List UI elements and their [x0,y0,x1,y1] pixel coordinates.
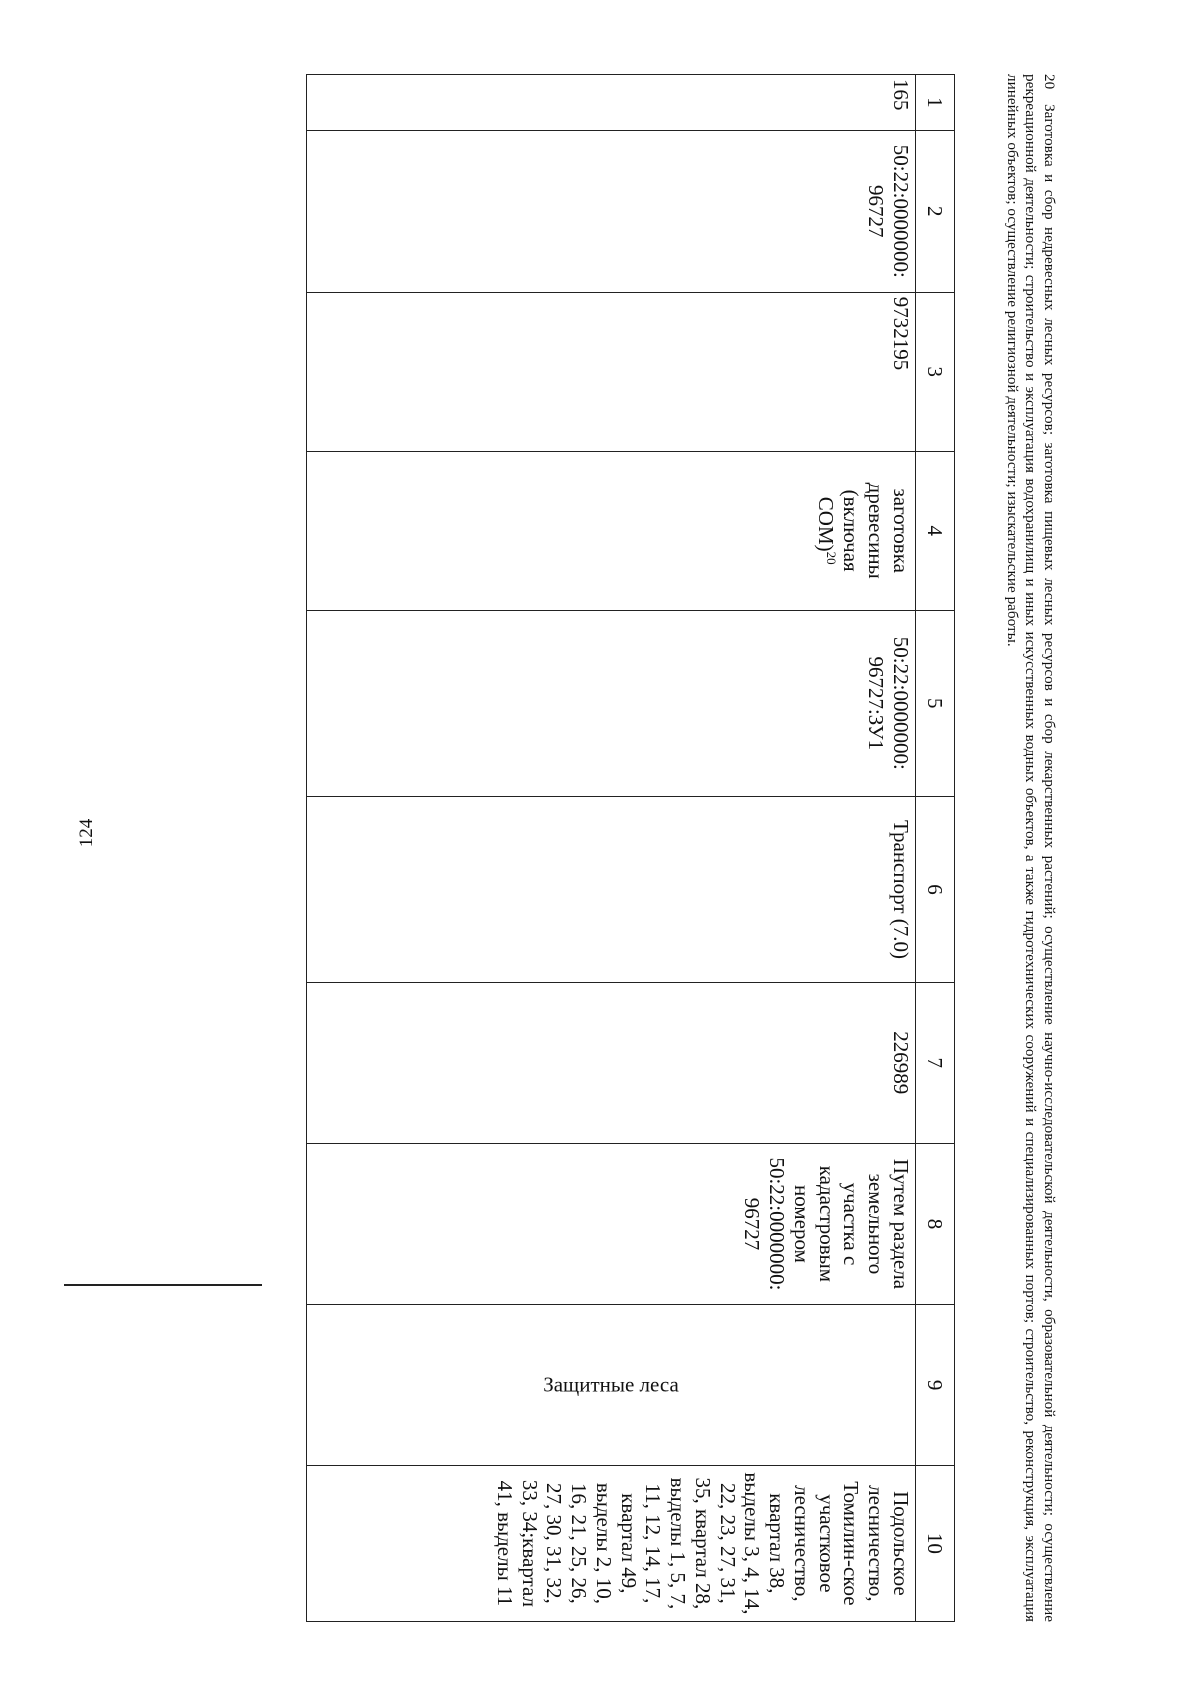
cell-plot-area: 226989 [307,983,916,1143]
column-header: 4 [916,451,955,610]
column-header: 5 [916,610,955,796]
footnote-text: Заготовка и сбор недревесных лесных ресурсов; заготовка пищевых лесных ресурсов и сбор лекарственных растений; осуществление научно-исследовательской деятельности, образовательной деятельности; осуществление рекреационной деятельности; строительство и эксплуатация водохранилищ и иных искусственных водных объектов, а также гидротехнических сооружений и специализированных портов; строительство, реконструкция, эксплуатация линейных объектов; осуществление религиозной деятельности; изыскательские работы. [1003,74,1058,1622]
cell-area: 9732195 [307,292,916,451]
rotated-content [355,74,955,1622]
footnote-number: 20 [1041,74,1058,90]
footnote-rotated [942,74,1058,1622]
column-header: 9 [916,1305,955,1465]
cell-number: 165 [307,75,916,131]
footnote-ref: 20 [823,551,839,565]
cell-new-plot-number: 50:22:0000000: 96727:ЗУ1 [307,610,916,796]
cell-formation-method: Путем раздела земельного участка с кадастровым номером 50:22:0000000: 96727 [307,1143,916,1305]
cell-cadastral-number: 50:22:0000000: 96727 [307,130,916,292]
cell-forest-category [307,1305,916,1465]
page-number: 124 [76,818,97,848]
column-header: 10 [916,1465,955,1621]
usage-type-text: заготовка древесины (включая СОМ) [813,482,913,579]
column-header: 8 [916,1143,955,1305]
forest-category-text: Защитные леса [543,1372,679,1397]
column-header: 6 [916,796,955,982]
column-header: 7 [916,983,955,1143]
cell-usage-type [307,451,916,610]
table-row [307,75,916,1622]
footnote-divider [64,1284,262,1286]
cell-permitted-use: Транспорт (7.0) [307,796,916,982]
footnote [1002,74,1058,1622]
column-header: 3 [916,292,955,451]
cell-location: Подольское лесничество, Томилин-ское участковое лесничество, квартал 38, выделы 3, 4, 14, 22, 23, 27, 31, 35, квартал 28, выделы 1, 5, 7, 11, 12, 14, 17, квартал 49, выделы 2, 10, 16, 21, 25, 26, 27, 30, 31, 32, 33, 34;квартал 41, выделы 11 [307,1465,916,1621]
column-header: 2 [916,130,955,292]
column-header: 1 [916,75,955,131]
forest-plot-table [306,74,955,1622]
